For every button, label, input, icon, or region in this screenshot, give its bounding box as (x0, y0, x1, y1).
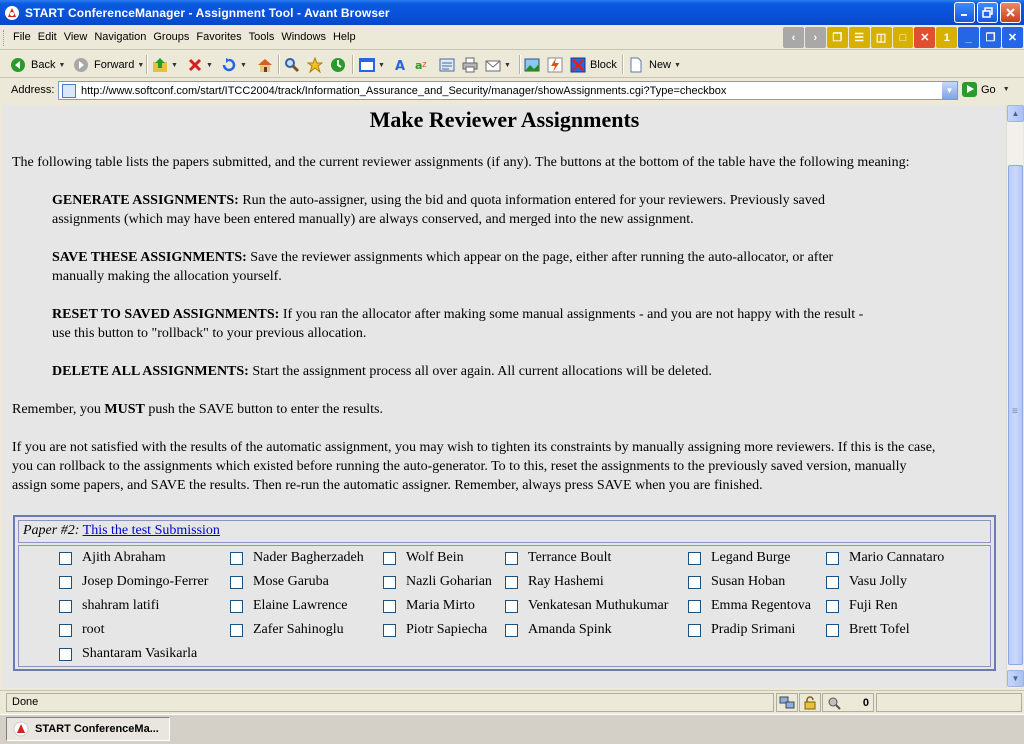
minimize-icon (960, 8, 969, 17)
minimize-icon: _ (965, 31, 972, 44)
reviewer-option[interactable] (59, 548, 166, 568)
stop-button[interactable] (187, 54, 213, 76)
search-button[interactable] (284, 54, 300, 76)
reviewer-name: Amanda Spink (528, 622, 612, 637)
forward-button[interactable] (73, 54, 144, 76)
reviewer-option[interactable] (826, 548, 944, 568)
reviewer-name: Ray Hashemi (528, 574, 604, 589)
reviewer-checkbox[interactable] (688, 552, 701, 565)
title-bar (0, 0, 1024, 25)
reviewer-name: Zafer Sahinoglu (253, 622, 344, 637)
save-line1: Save the reviewer assignments which appear on the page, either after running the auto-allocator, or after (250, 250, 834, 265)
dropdown-arrow-icon: ▼ (378, 61, 385, 69)
search-icon (284, 57, 300, 73)
reviewer-option[interactable] (505, 620, 612, 640)
reviewer-name: Mose Garuba (253, 574, 329, 589)
remember-after: push the SAVE button to enter the results. (148, 402, 383, 417)
scroll-up-button[interactable] (1007, 105, 1024, 122)
restore-button[interactable] (977, 2, 998, 23)
menu-windows[interactable]: Windows (281, 31, 326, 43)
menu-tools[interactable]: Tools (248, 31, 275, 43)
reviewer-option[interactable] (505, 572, 604, 592)
next-tab-button[interactable] (805, 27, 826, 48)
reviewer-checkbox[interactable] (230, 624, 243, 637)
go-arrow-icon (962, 82, 977, 97)
reviewer-name: Emma Regentova (711, 598, 811, 613)
close-icon (1005, 7, 1016, 18)
child-close-button[interactable] (1002, 27, 1023, 48)
reviewer-name: Elaine Lawrence (253, 598, 348, 613)
save-label: SAVE THESE ASSIGNMENTS: (52, 250, 247, 265)
generate-line1: Run the auto-assigner, using the bid and quota information entered for your reviewers. Previously saved (242, 193, 825, 208)
history-icon (330, 57, 346, 73)
remember-before: Remember, you (12, 402, 101, 417)
reviewer-checkbox[interactable] (826, 576, 839, 589)
scrollbar-thumb[interactable] (1008, 165, 1023, 665)
close-icon: ✕ (920, 32, 930, 44)
favorites-button[interactable] (307, 54, 323, 76)
prev-tab-button[interactable] (783, 27, 804, 48)
menu-navigation[interactable]: Navigation (94, 31, 147, 43)
close-button[interactable] (1000, 2, 1021, 23)
cascade-icon: ❐ (832, 32, 843, 44)
child-minimize-button[interactable] (958, 27, 979, 48)
paper-header (18, 520, 991, 543)
reset-label: RESET TO SAVED ASSIGNMENTS: (52, 307, 280, 322)
page-content (3, 105, 1006, 688)
svg-text:z: z (422, 60, 427, 70)
reviewer-option[interactable] (688, 620, 795, 640)
square-icon: □ (899, 31, 907, 44)
reviewer-checkbox[interactable] (59, 552, 72, 565)
reviewer-option[interactable] (505, 596, 668, 616)
delete-label: DELETE ALL ASSIGNMENTS: (52, 364, 249, 379)
reviewer-option[interactable] (383, 572, 492, 592)
reviewer-checkbox[interactable] (505, 576, 518, 589)
reviewer-option[interactable] (59, 572, 208, 592)
font-size-button[interactable] (393, 54, 409, 76)
address-label: Address: (11, 84, 55, 96)
maximize-tab-button[interactable] (893, 27, 914, 48)
reviewer-checkbox[interactable] (505, 552, 518, 565)
page-title: Make Reviewer Assignments (369, 107, 640, 132)
new-window-button[interactable] (628, 54, 681, 76)
up-button[interactable] (152, 54, 178, 76)
dropdown-arrow-icon: ▼ (504, 61, 511, 69)
reviewer-checkbox[interactable] (505, 624, 518, 637)
reviewer-option[interactable] (505, 548, 611, 568)
intro-text: The following table lists the papers submitted, and the current reviewer assignments (if any). The buttons at the bottom of the table have the following meaning: (12, 155, 910, 170)
reviewer-name: Josep Domingo-Ferrer (82, 574, 209, 589)
new-label: New (649, 59, 672, 71)
delete-line1: Start the assignment process all over again. All current allocations will be deleted. (252, 364, 712, 379)
back-arrow-icon (10, 57, 26, 73)
block-popup-icon (570, 57, 586, 73)
toolbar-separator (352, 55, 354, 74)
reviewer-checkbox[interactable] (230, 576, 243, 589)
network-icon (779, 696, 795, 710)
reviewer-option[interactable] (383, 620, 487, 640)
dropdown-arrow-icon: ▼ (1002, 86, 1010, 93)
minimize-button[interactable] (954, 2, 975, 23)
back-label: Back (31, 59, 56, 71)
reviewer-checkbox[interactable] (383, 576, 396, 589)
reviewer-option[interactable] (688, 596, 811, 616)
dropdown-arrow-icon: ▼ (58, 61, 66, 69)
star-icon (307, 57, 323, 73)
window-button[interactable] (359, 54, 385, 76)
lock-icon (803, 696, 817, 710)
reviewer-checkbox[interactable] (688, 576, 701, 589)
reviewer-checkbox[interactable] (688, 600, 701, 613)
menu-favorites[interactable]: Favorites (196, 31, 242, 43)
menu-groups[interactable]: Groups (153, 31, 190, 43)
child-restore-button[interactable] (980, 27, 1001, 48)
save-description (52, 248, 833, 286)
dropdown-arrow-icon: ▼ (240, 61, 247, 69)
not-satisfied-text (12, 438, 997, 495)
reviewer-name: Wolf Bein (406, 550, 464, 565)
reset-line1: If you ran the allocator after making some manual assignments - and you are not happy with the result - (282, 307, 864, 322)
menu-view[interactable]: View (63, 31, 88, 43)
home-icon (257, 57, 273, 73)
popup-count: 0 (862, 696, 869, 709)
chevron-right-icon: › (813, 31, 818, 44)
chevron-down-icon: ▼ (1011, 674, 1020, 683)
flash-icon (547, 57, 563, 73)
security-status (799, 693, 821, 712)
popup-block-button[interactable] (570, 54, 617, 76)
refresh-icon (221, 57, 237, 73)
svg-text:a: a (415, 59, 423, 72)
not-satisfied-line3: assign some papers, and SAVE the results. Then re-run the automatic assigner. Remember, always press SAVE when you are finished. (12, 478, 763, 493)
reviewer-checkbox[interactable] (383, 624, 396, 637)
popup-counter (822, 693, 874, 712)
address-dropdown-button[interactable] (942, 82, 957, 99)
zoom-icon (827, 696, 841, 710)
up-folder-icon (152, 57, 168, 73)
reset-description (52, 305, 863, 343)
reset-line2: use this button to "rollback" to your previous allocation. (52, 326, 367, 341)
paper-assignment-table (13, 515, 996, 671)
reviewer-checkbox-list (18, 545, 991, 667)
reviewer-checkbox[interactable] (688, 624, 701, 637)
paper-number: Paper #2: (23, 523, 80, 538)
chevron-left-icon: ‹ (791, 31, 796, 44)
tile-horizontal-button[interactable] (849, 27, 870, 48)
generate-line2: assignments (which may have been entered manually) are always conserved, and merged into the new assignment. (52, 212, 694, 227)
url-text[interactable]: http://www.softconf.com/start/ITCC2004/track/Information_Assurance_and_Security/manager/showAssignments.cgi?Type=checkbox (81, 84, 727, 97)
tile-vertical-icon: ◫ (875, 32, 887, 44)
mail-icon (485, 57, 501, 73)
reviewer-checkbox[interactable] (59, 648, 72, 661)
reviewer-name: shahram latifi (82, 598, 160, 613)
history-button[interactable] (330, 54, 346, 76)
not-satisfied-line2: you can rollback to the assignments which existed before running the auto-generator. To to this, reset the assignments to the previously saved version, manually (12, 459, 907, 474)
reviewer-option[interactable] (826, 572, 907, 592)
reviewer-option[interactable] (59, 620, 105, 640)
window-icon (359, 57, 375, 73)
reviewer-name: Piotr Sapiecha (406, 622, 488, 637)
dropdown-arrow-icon: ▼ (171, 61, 178, 69)
reviewer-name: Susan Hoban (711, 574, 786, 589)
close-icon: ✕ (1007, 32, 1018, 44)
translate-button[interactable] (415, 54, 431, 76)
forward-arrow-icon (73, 57, 89, 73)
taskbar-item-label: START ConferenceMa... (35, 723, 159, 735)
generate-label: GENERATE ASSIGNMENTS: (52, 193, 239, 208)
reviewer-name: Fuji Ren (849, 598, 898, 613)
printer-icon (462, 57, 478, 73)
reviewer-checkbox[interactable] (826, 552, 839, 565)
block-label: Block (590, 59, 617, 71)
forward-label: Forward (94, 59, 135, 71)
reviewer-option[interactable] (59, 596, 159, 616)
image-icon (524, 57, 540, 73)
reviewer-checkbox[interactable] (59, 600, 72, 613)
go-label: Go (981, 83, 996, 96)
reviewer-name: Nader Bagherzadeh (253, 550, 364, 565)
status-text: Done (12, 696, 39, 708)
reviewer-checkbox[interactable] (230, 600, 243, 613)
tab-count-badge (936, 27, 957, 48)
reviewer-option[interactable] (230, 620, 344, 640)
address-bar (0, 79, 1024, 102)
status-bar (0, 690, 1024, 714)
reviewer-checkbox[interactable] (230, 552, 243, 565)
reviewer-checkbox[interactable] (59, 624, 72, 637)
window-title: START ConferenceManager - Assignment Tool - Avant Browser (25, 5, 390, 20)
cascade-button[interactable] (827, 27, 848, 48)
page-icon (62, 84, 76, 98)
reviewer-option[interactable] (383, 548, 464, 568)
reviewer-name: Legand Burge (711, 550, 791, 565)
stop-icon (187, 57, 203, 73)
close-all-tabs-button[interactable] (914, 27, 935, 48)
reviewer-name: Shantaram Vasikarla (82, 646, 198, 661)
remember-must: MUST (104, 402, 145, 417)
reviewer-name: Venkatesan Muthukumar (528, 598, 669, 613)
not-satisfied-line1: If you are not satisfied with the results of the automatic assignment, you may wish to tighten its constraints by manually assigning more reviewers. If this is the case, (12, 440, 936, 455)
toolbar-grip[interactable] (3, 30, 6, 46)
avant-browser-icon (4, 5, 20, 21)
new-page-icon (628, 57, 644, 73)
scroll-down-button[interactable] (1007, 670, 1024, 687)
print-button[interactable] (462, 54, 478, 76)
menu-edit[interactable]: Edit (37, 31, 57, 43)
reviewer-name: Mario Cannataro (849, 550, 945, 565)
toolbar-separator (622, 55, 624, 74)
generate-description (52, 191, 825, 229)
mail-button[interactable] (485, 54, 511, 76)
dropdown-arrow-icon: ▼ (206, 61, 213, 69)
home-button[interactable] (257, 54, 273, 76)
translate-icon (415, 57, 431, 73)
back-button[interactable] (10, 54, 65, 76)
toolbar-separator (519, 55, 521, 74)
restore-icon (982, 7, 993, 18)
taskbar-item[interactable] (6, 717, 170, 741)
reviewer-option[interactable] (230, 572, 329, 592)
reviewer-checkbox[interactable] (505, 600, 518, 613)
dropdown-arrow-icon: ▼ (674, 61, 681, 69)
network-status (776, 693, 798, 712)
dropdown-arrow-icon: ▼ (137, 61, 145, 69)
tab-count: 1 (943, 31, 950, 44)
reviewer-option[interactable] (826, 620, 910, 640)
reviewer-name: Vasu Jolly (849, 574, 907, 589)
reviewer-name: Maria Mirto (406, 598, 475, 613)
menu-help[interactable]: Help (332, 31, 356, 43)
reviewer-option[interactable] (688, 572, 785, 592)
status-panel (6, 693, 774, 712)
reviewer-name: Pradip Srimani (711, 622, 796, 637)
reviewer-option[interactable] (230, 596, 347, 616)
restore-icon: ❐ (985, 32, 996, 44)
reviewer-name: Nazli Goharian (406, 574, 492, 589)
go-button[interactable] (962, 82, 1010, 97)
tile-horizontal-icon: ☰ (854, 32, 865, 44)
navigation-toolbar (0, 51, 1024, 78)
avant-browser-icon (13, 721, 29, 737)
edit-button[interactable] (439, 54, 455, 76)
reviewer-checkbox[interactable] (383, 552, 396, 565)
reviewer-checkbox[interactable] (383, 600, 396, 613)
window-controls-toolbar (783, 27, 1023, 49)
reviewer-name: Ajith Abraham (82, 550, 166, 565)
toolbar-separator (278, 55, 280, 74)
toolbar-separator (146, 55, 148, 74)
reviewer-checkbox[interactable] (826, 624, 839, 637)
status-panel-extra (876, 693, 1022, 712)
image-toggle-button[interactable] (524, 54, 540, 76)
reviewer-checkbox[interactable] (826, 600, 839, 613)
reviewer-option[interactable] (688, 548, 790, 568)
reviewer-name: Brett Tofel (849, 622, 910, 637)
reviewer-name: Terrance Boult (528, 550, 612, 565)
paper-link[interactable]: This the test Submission (82, 523, 220, 538)
reviewer-option[interactable] (383, 596, 475, 616)
reviewer-option[interactable] (59, 644, 197, 664)
menu-file[interactable]: File (13, 31, 31, 43)
reviewer-checkbox[interactable] (59, 576, 72, 589)
chevron-up-icon: ▲ (1011, 109, 1020, 118)
chevron-down-icon: ▼ (945, 86, 954, 95)
reviewer-name: root (82, 622, 105, 637)
flash-block-button[interactable] (547, 54, 563, 76)
tile-vertical-button[interactable] (871, 27, 892, 48)
taskbar (0, 714, 1024, 744)
address-input[interactable] (58, 81, 958, 100)
remember-text (12, 400, 383, 419)
svg-text:A: A (395, 59, 406, 73)
reviewer-option[interactable] (230, 548, 364, 568)
delete-description (52, 362, 712, 381)
refresh-button[interactable] (221, 54, 247, 76)
reviewer-option[interactable] (826, 596, 898, 616)
edit-icon (439, 57, 455, 73)
save-line2: manually making the allocation yourself. (52, 269, 282, 284)
font-icon (393, 57, 409, 73)
vertical-scrollbar[interactable] (1006, 105, 1023, 688)
